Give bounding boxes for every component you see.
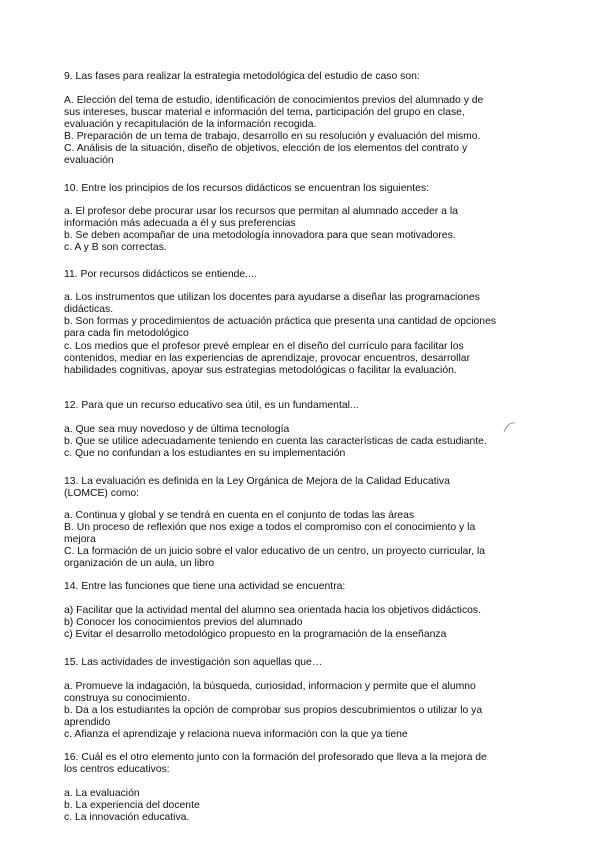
question-stem-line: 16. Cuál es el otro elemento junto con la formación del profesorado que lleva a la mejora de xyxy=(64,752,487,763)
answer-option-line: c) Evitar el desarrollo metodológico propuesto en la programación de la enseñanza xyxy=(64,629,447,640)
answer-option-line: c. Los medios que el profesor prevé emplear en el diseño del currículo para facilitar los xyxy=(64,341,464,352)
answer-option-line: b) Conocer los conocimientos previos del alumnado xyxy=(64,617,303,628)
answer-option-line: a. La evaluación xyxy=(64,788,140,799)
answer-option-line: C. Análisis de la situación, diseño de objetivos, elección de los elementos del contrato y xyxy=(64,143,468,154)
question-stem-line: 13. La evaluación es definida en la Ley Orgánica de Mejora de la Calidad Educativa xyxy=(64,476,450,487)
answer-option-line: c. La innovación educativa. xyxy=(64,812,190,823)
answer-option-line: sus intereses, buscar material e información del tema, participación del grupo en clase, xyxy=(64,107,465,118)
question-stem-line: los centros educativos: xyxy=(64,764,170,775)
answer-option-line: evaluación xyxy=(64,155,114,166)
answer-option-line: mejora xyxy=(64,534,96,545)
answer-option-line: contenidos, mediar en las experiencias de aprendizaje, provocar encuentros, desarrollar xyxy=(64,353,471,364)
answer-option-line: b. Se deben acompañar de una metodología innovadora para que sean motivadores. xyxy=(64,230,456,241)
answer-option-line: b. Son formas y procedimientos de actuación práctica que presenta una cantidad de opciones xyxy=(64,316,497,327)
answer-option-line: C. La formación de un juicio sobre el valor educativo de un centro, un proyecto curricular, la xyxy=(64,546,486,557)
answer-option-line: c. A y B son correctas. xyxy=(64,242,167,253)
question-stem-line: (LOMCE) como: xyxy=(64,488,140,499)
question-stem-line: 12. Para que un recurso educativo sea útil, es un fundamental... xyxy=(64,400,359,411)
question-stem-line: 10. Entre los principios de los recursos didácticos se encuentran los siguientes: xyxy=(64,183,430,194)
answer-option-line: c. Afianza el aprendizaje y relaciona nueva información con la que ya tiene xyxy=(64,729,408,740)
answer-option-line: habilidades cognitivas, apoyar sus estrategias metodológicas o facilitar la evaluación. xyxy=(64,365,457,376)
answer-option-line: B. Preparación de un tema de trabajo, desarrollo en su resolución y evaluación del mismo. xyxy=(64,131,481,142)
answer-option-line: b. La experiencia del docente xyxy=(64,800,200,811)
answer-option-line: organización de un aula, un libro xyxy=(64,558,215,569)
answer-option-line: a. Promueve la indagación, la búsqueda, curiosidad, informacion y permite que el alumno xyxy=(64,681,476,692)
answer-option-line: a. El profesor debe procurar usar los recursos que permitan al alumnado acceder a la xyxy=(64,206,458,217)
question-stem-line: 14. Entre las funciones que tiene una actividad se encuentra: xyxy=(64,581,346,592)
answer-option-line: información más adecuada a él y sus preferencias xyxy=(64,218,296,229)
answer-option-line: A. Elección del tema de estudio, identificación de conocimientos previos del alumnado y de xyxy=(64,95,484,106)
answer-option-line: B. Un proceso de reflexión que nos exige a todos el compromiso con el conocimiento y la xyxy=(64,522,476,533)
answer-option-line: a. Que sea muy novedoso y de última tecnología xyxy=(64,424,290,435)
answer-option-line: construya su conocimiento. xyxy=(64,693,190,704)
answer-option-line: b. Que se utilice adecuadamente teniendo en cuenta las características de cada estudiante. xyxy=(64,436,487,447)
answer-option-line: c. Que no confundan a los estudiantes en su implementación xyxy=(64,448,346,459)
question-stem-line: 15. Las actividades de investigación son aquellas que… xyxy=(64,657,323,668)
answer-option-line: a. Continua y global y se tendrá en cuenta en el conjunto de todas las áreas xyxy=(64,510,415,521)
answer-option-line: a. Los instrumentos que utilizan los docentes para ayudarse a diseñar las programaciones xyxy=(64,292,480,303)
answer-option-line: didácticas. xyxy=(64,304,114,315)
answer-option-line: evaluación y recapitulación de la información recogida. xyxy=(64,119,317,130)
question-stem-line: 9. Las fases para realizar la estrategia metodológica del estudio de caso son: xyxy=(64,71,420,82)
answer-option-line: a) Facilitar que la actividad mental del alumno sea orientada hacia los objetivos didácticos. xyxy=(64,605,482,616)
answer-option-line: para cada fin metodológico xyxy=(64,328,189,339)
question-stem-line: 11. Por recursos didácticos se entiende.... xyxy=(64,269,257,280)
answer-option-line: b. Da a los estudiantes la opción de comprobar sus propios descubrimientos o utilizar lo ya xyxy=(64,705,483,716)
answer-option-line: aprendido xyxy=(64,717,111,728)
